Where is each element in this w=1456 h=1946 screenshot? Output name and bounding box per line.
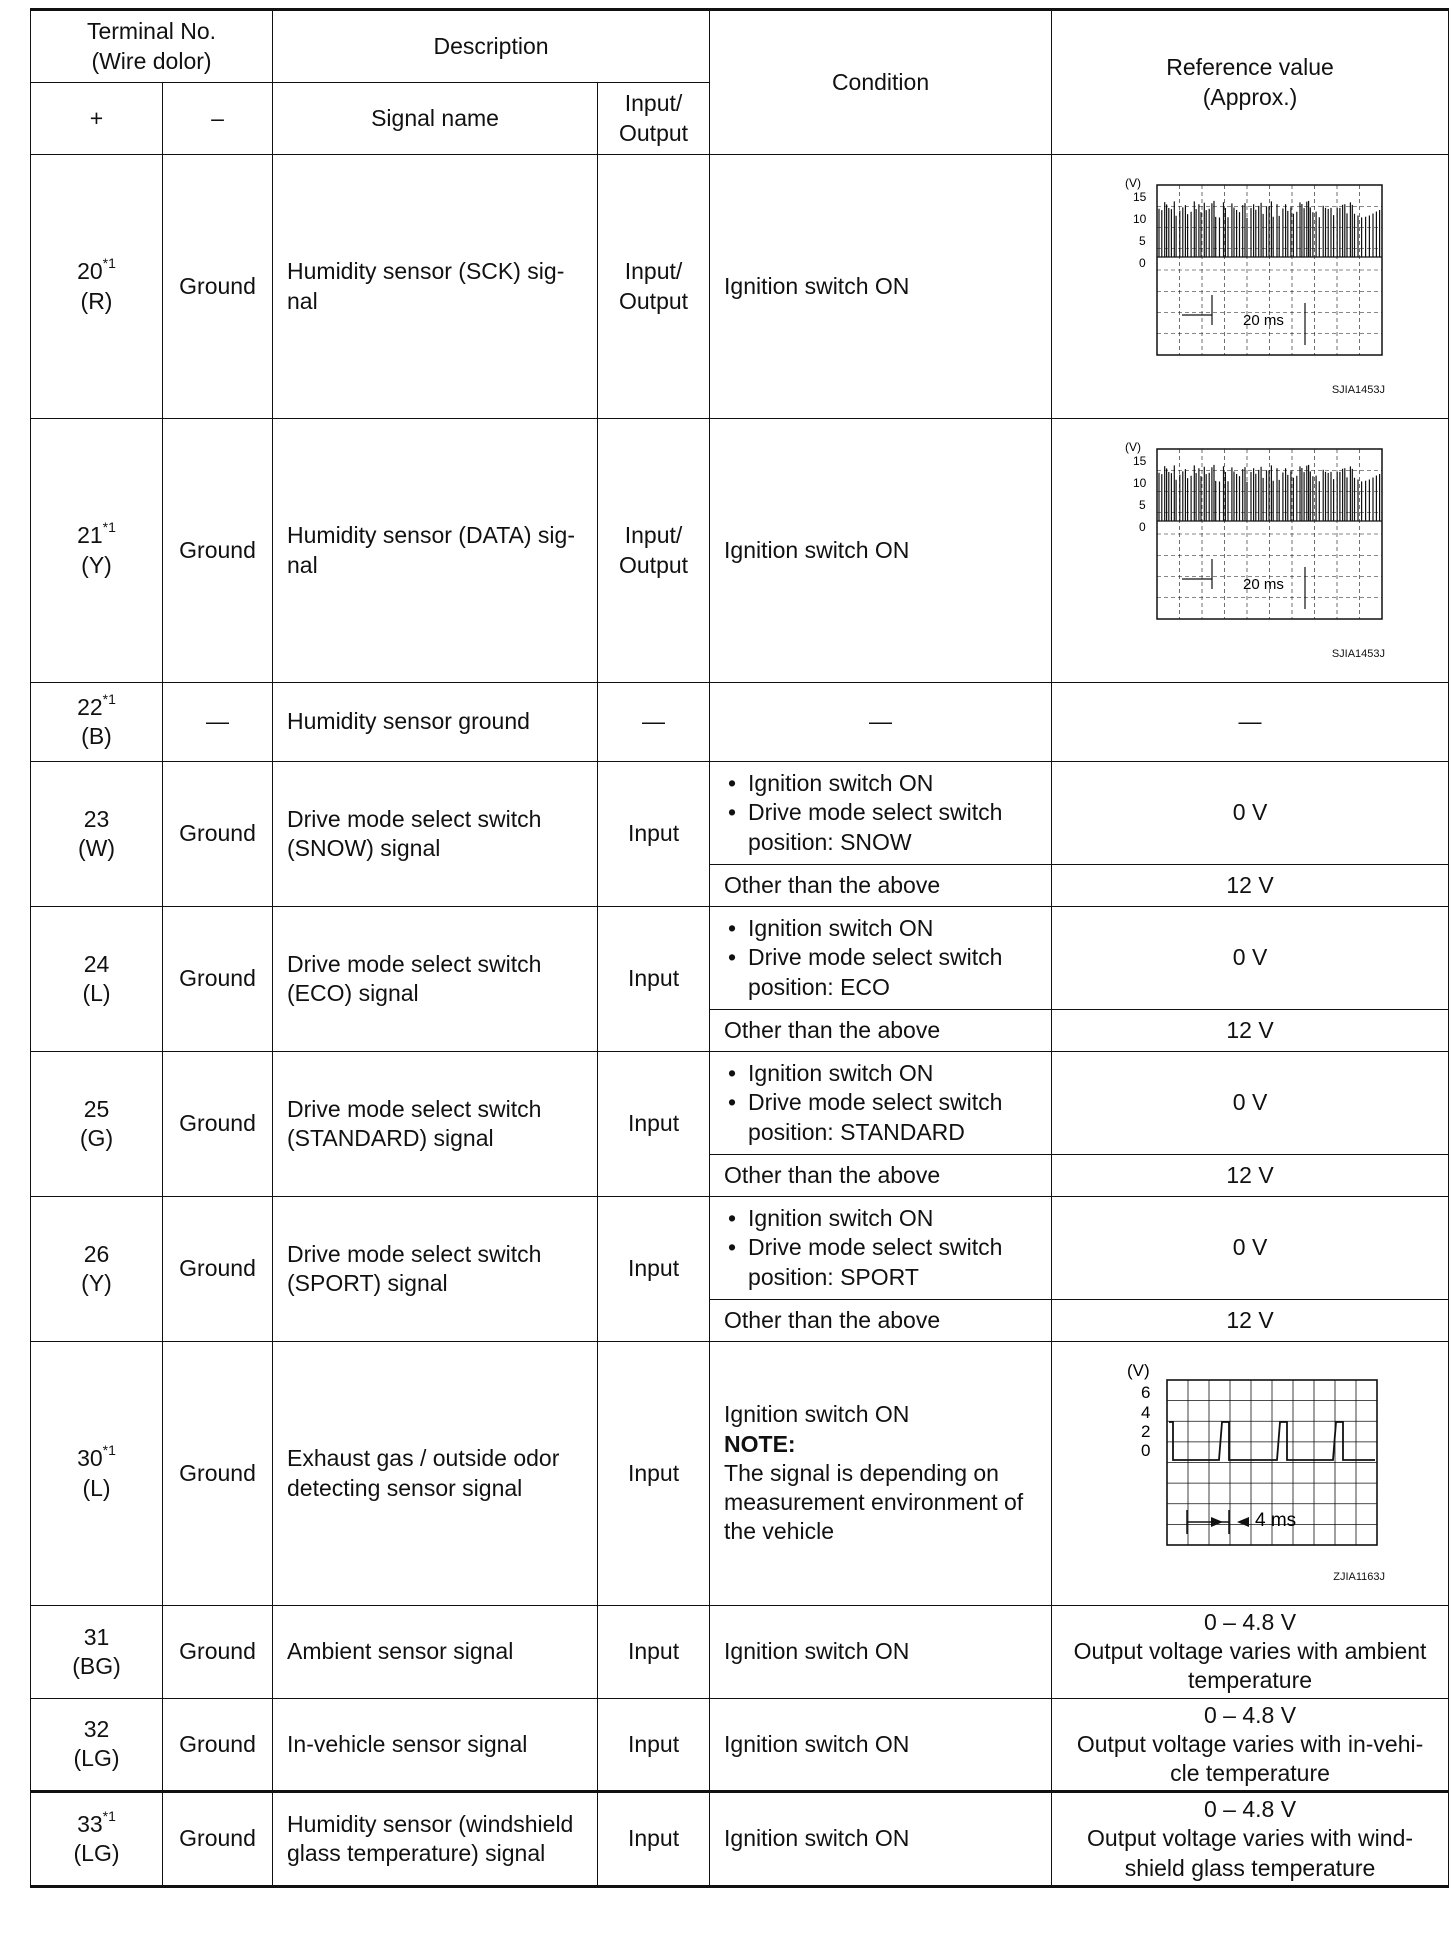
waveform-figure: [1115, 439, 1385, 662]
table-row: [31, 1792, 1449, 1887]
header-io: Input/ Output: [598, 83, 710, 155]
reference-cell: —: [1052, 683, 1449, 762]
condition-cell: • Ignition switch ON • Drive mode select switch position: ECO: [710, 907, 1052, 1010]
condition-cell: Ignition switch ON: [710, 1792, 1052, 1887]
reference-cell: 0 V: [1052, 1197, 1449, 1300]
table-row: [31, 1197, 1449, 1300]
y-tick-label: 2: [1141, 1421, 1151, 1441]
arrow-head: [1237, 1517, 1249, 1527]
signal-cell: Drive mode select switch (STANDARD) signal: [273, 1052, 598, 1197]
table-row: [31, 1698, 1449, 1792]
y-tick-label: 6: [1141, 1382, 1151, 1402]
condition-cell: Ignition switch ON: [710, 1698, 1052, 1792]
y-unit-label: (V): [1125, 175, 1142, 190]
reference-cell: 0 V: [1052, 907, 1449, 1010]
io-cell: Input/ Output: [598, 419, 710, 683]
table-row: [31, 1606, 1449, 1699]
signal-cell: Humidity sensor ground: [273, 683, 598, 762]
table-row: [31, 1342, 1449, 1606]
reference-cell: 12 V: [1052, 1155, 1449, 1197]
terminal-cell: 26 (Y): [31, 1197, 163, 1342]
io-cell: Input: [598, 907, 710, 1052]
minus-cell: Ground: [163, 1342, 273, 1606]
pulse-waveform: [1115, 439, 1385, 639]
io-cell: Input: [598, 1342, 710, 1606]
reference-cell: 0 – 4.8 V Output voltage varies with in-vehi- cle temperature: [1052, 1698, 1449, 1792]
signal-cell: Humidity sensor (windshield glass temperature) signal: [273, 1792, 598, 1887]
waveform-figure: [1115, 175, 1385, 398]
reference-cell: [1052, 155, 1449, 419]
terminal-cell: 25 (G): [31, 1052, 163, 1197]
signal-cell: In-vehicle sensor signal: [273, 1698, 598, 1792]
io-cell: Input: [598, 1606, 710, 1699]
y-tick-label: 5: [1139, 497, 1146, 512]
figure-code: ZJIA1163J: [1333, 1571, 1386, 1584]
condition-cell: Ignition switch ON: [710, 1606, 1052, 1699]
header-description: Description: [273, 10, 710, 83]
minus-cell: Ground: [163, 1606, 273, 1699]
io-cell: Input: [598, 1792, 710, 1887]
terminal-cell: 30$^{*1}$ (L): [31, 1342, 163, 1606]
condition-cell: Ignition switch ON: [710, 419, 1052, 683]
minus-cell: Ground: [163, 1197, 273, 1342]
terminal-cell: 24 (L): [31, 907, 163, 1052]
terminal-cell: 21$^{*1}$ (Y): [31, 419, 163, 683]
io-cell: Input/ Output: [598, 155, 710, 419]
y-tick-label: 5: [1139, 233, 1146, 248]
condition-cell: • Ignition switch ON • Drive mode select switch position: SNOW: [710, 762, 1052, 865]
signal-cell: Drive mode select switch (SNOW) signal: [273, 762, 598, 907]
signal-cell: Humidity sensor (SCK) sig- nal: [273, 155, 598, 419]
condition-cell: —: [710, 683, 1052, 762]
reference-cell: 0 – 4.8 V Output voltage varies with wind- shield glass temperature: [1052, 1792, 1449, 1887]
table-row: [31, 1052, 1449, 1155]
condition-cell: Other than the above: [710, 865, 1052, 907]
time-scale-label: 20 ms: [1243, 311, 1284, 329]
condition-cell: Other than the above: [710, 1300, 1052, 1342]
terminal-spec-table: [30, 8, 1449, 1888]
time-scale-label: 20 ms: [1243, 575, 1284, 593]
note-label: NOTE:: [724, 1430, 796, 1457]
table-row: [31, 683, 1449, 762]
terminal-cell: 31 (BG): [31, 1606, 163, 1699]
condition-cell: • Ignition switch ON • Drive mode select switch position: STANDARD: [710, 1052, 1052, 1155]
reference-cell: [1052, 1342, 1449, 1606]
table-row: [31, 907, 1449, 1010]
io-cell: Input: [598, 1197, 710, 1342]
header-plus: +: [31, 83, 163, 155]
table-row: [31, 155, 1449, 419]
header-minus: –: [163, 83, 273, 155]
header-reference: Reference value (Approx.): [1052, 10, 1449, 155]
pulse-waveform: [1115, 175, 1385, 375]
y-tick-label: 4: [1141, 1402, 1151, 1422]
condition-cell: Other than the above: [710, 1010, 1052, 1052]
minus-cell: Ground: [163, 155, 273, 419]
reference-cell: 12 V: [1052, 865, 1449, 907]
signal-cell: Drive mode select switch (SPORT) signal: [273, 1197, 598, 1342]
minus-cell: Ground: [163, 419, 273, 683]
y-tick-label: 10: [1133, 211, 1147, 226]
y-tick-label: 10: [1133, 475, 1147, 490]
terminal-cell: 32 (LG): [31, 1698, 163, 1792]
terminal-cell: 33$^{*1}$ (LG): [31, 1792, 163, 1887]
signal-cell: Drive mode select switch (ECO) signal: [273, 907, 598, 1052]
condition-cell: Ignition switch ON NOTE: The signal is depending on measurement environment of the vehicle: [710, 1342, 1052, 1606]
io-cell: Input: [598, 1698, 710, 1792]
io-cell: Input: [598, 762, 710, 907]
square-waveform: [1115, 1362, 1385, 1562]
io-cell: —: [598, 683, 710, 762]
terminal-cell: 23 (W): [31, 762, 163, 907]
waveform-figure: [1115, 1362, 1385, 1585]
figure-code: SJIA1453J: [1331, 384, 1386, 397]
reference-cell: 0 – 4.8 V Output voltage varies with ambient temperature: [1052, 1606, 1449, 1699]
y-unit-label: (V): [1125, 439, 1142, 454]
minus-cell: —: [163, 683, 273, 762]
condition-cell: Ignition switch ON: [710, 155, 1052, 419]
reference-cell: 12 V: [1052, 1300, 1449, 1342]
signal-cell: Humidity sensor (DATA) sig- nal: [273, 419, 598, 683]
minus-cell: Ground: [163, 1792, 273, 1887]
minus-cell: Ground: [163, 907, 273, 1052]
minus-cell: Ground: [163, 762, 273, 907]
table-row: [31, 419, 1449, 683]
reference-cell: 0 V: [1052, 1052, 1449, 1155]
y-tick-label: 0: [1139, 255, 1146, 270]
header-signal-name: Signal name: [273, 83, 598, 155]
arrow-head: [1211, 1517, 1223, 1527]
signal-cell: Exhaust gas / outside odor detecting sensor signal: [273, 1342, 598, 1606]
table-row: [31, 762, 1449, 865]
figure-code: SJIA1453J: [1331, 648, 1386, 661]
y-tick-label: 15: [1133, 189, 1147, 204]
minus-cell: Ground: [163, 1052, 273, 1197]
terminal-cell: 22$^{*1}$ (B): [31, 683, 163, 762]
signal-cell: Ambient sensor signal: [273, 1606, 598, 1699]
time-scale-label: 4 ms: [1255, 1509, 1297, 1531]
y-tick-label: 15: [1133, 453, 1147, 468]
y-tick-label: 0: [1141, 1440, 1151, 1460]
reference-cell: 0 V: [1052, 762, 1449, 865]
io-cell: Input: [598, 1052, 710, 1197]
y-tick-label: 0: [1139, 519, 1146, 534]
y-unit-label: (V): [1127, 1361, 1150, 1380]
note-text: The signal is depending on measurement environment of the vehicle: [724, 1459, 1024, 1545]
terminal-cell: 20$^{*1}$ (R): [31, 155, 163, 419]
condition-cell: Other than the above: [710, 1155, 1052, 1197]
header-condition: Condition: [710, 10, 1052, 155]
minus-cell: Ground: [163, 1698, 273, 1792]
reference-cell: [1052, 419, 1449, 683]
header-terminal: Terminal No. (Wire dolor): [31, 10, 273, 83]
reference-cell: 12 V: [1052, 1010, 1449, 1052]
condition-cell: • Ignition switch ON • Drive mode select switch position: SPORT: [710, 1197, 1052, 1300]
